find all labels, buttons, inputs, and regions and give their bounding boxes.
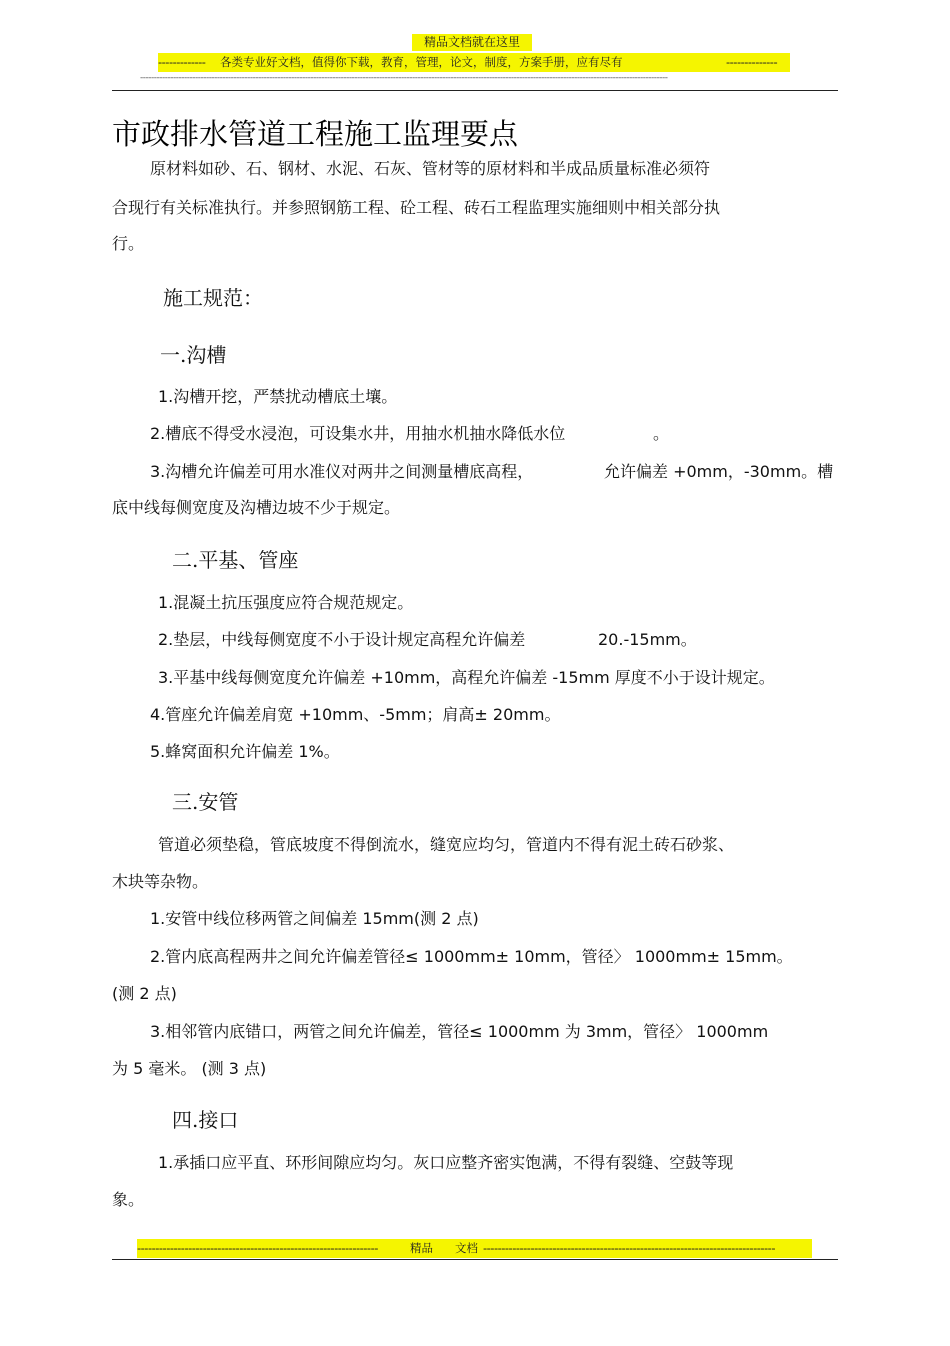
document-title: 市政排水管道工程施工监理要点: [112, 117, 519, 151]
s3-item-3-cont: 为 5 毫米。 (测 3 点): [112, 1059, 267, 1078]
s1-item-3: 3.沟槽允许偏差可用水准仪对两井之间测量槽底高程，: [150, 462, 534, 481]
header-banner: [158, 53, 790, 72]
s2-item-2-value: 20.-15mm。: [598, 630, 697, 649]
s2-item-5: 5.蜂窝面积允许偏差 1%。: [150, 742, 340, 761]
s4-item-1-cont: 象。: [112, 1190, 145, 1209]
footer-dashes-right: --------------------------------------------------------------------------------: [483, 1241, 775, 1255]
section-1-heading: 一.沟槽: [160, 343, 227, 367]
s1-item-2-end: 。: [653, 424, 670, 443]
header-banner-dashes-left: -------------: [158, 55, 206, 69]
footer-dashes-left: ------------------------------------------------------------------: [137, 1241, 378, 1255]
intro-line-1: 原材料如砂、石、钢材、水泥、石灰、管材等的原材料和半成品质量标准必须符: [150, 159, 711, 178]
s1-item-3-tail: 允许偏差 +0mm，-30mm。槽: [604, 462, 834, 481]
section-4-heading: 四.接口: [172, 1108, 239, 1132]
footer-rule: [112, 1259, 838, 1260]
s4-item-1: 1.承插口应平直、环形间隙应均匀。灰口应整齐密实饱满，不得有裂缝、空鼓等现: [158, 1153, 734, 1172]
s3-intro-1: 管道必须垫稳，管底坡度不得倒流水，缝宽应均匀，管道内不得有泥土砖石砂浆、: [158, 835, 735, 854]
section-2-heading: 二.平基、管座: [172, 548, 299, 572]
s3-item-2: 2.管内底高程两井之间允许偏差管径≤ 1000mm± 10mm，管径〉 1000mm± 15mm。: [150, 947, 793, 966]
s2-item-2: 2.垫层，中线每侧宽度不小于设计规定高程允许偏差: [158, 630, 526, 649]
header-banner-text: 各类专业好文档，值得你下载，教育，管理，论文，制度，方案手册，应有尽有: [220, 55, 623, 69]
s3-item-3: 3.相邻管内底错口，两管之间允许偏差，管径≤ 1000mm 为 3mm，管径〉 1000mm: [150, 1022, 769, 1041]
spec-heading: 施工规范：: [163, 286, 263, 310]
s1-item-1: 1.沟槽开挖，严禁扰动槽底土壤。: [158, 387, 398, 406]
header-rule: [112, 90, 838, 91]
header-banner-dashes-right: --------------: [726, 55, 778, 69]
s2-item-4: 4.管座允许偏差肩宽 +10mm、-5mm；肩高± 20mm。: [150, 705, 561, 724]
s1-item-3-cont: 底中线每侧宽度及沟槽边坡不少于规定。: [112, 498, 401, 517]
header-badge: 精品文档就在这里: [412, 34, 532, 51]
s3-intro-2: 木块等杂物。: [112, 872, 209, 891]
footer-banner: [137, 1239, 812, 1258]
header-dash-line: ------------------------------------------------------------------------------------------------------------------------------------------------------------------------------------------------: [140, 73, 668, 83]
section-3-heading: 三.安管: [172, 790, 239, 814]
intro-line-3: 行。: [112, 234, 145, 253]
s2-item-1: 1.混凝土抗压强度应符合规范规定。: [158, 593, 414, 612]
intro-line-2: 合现行有关标准执行。并参照钢筋工程、砼工程、砖石工程监理实施细则中相关部分执: [112, 198, 721, 217]
s3-item-2-cont: (测 2 点): [112, 984, 177, 1003]
footer-text-1: 精品: [410, 1241, 433, 1255]
s3-item-1: 1.安管中线位移两管之间偏差 15mm(测 2 点): [150, 909, 479, 928]
s1-item-2: 2.槽底不得受水浸泡，可设集水井，用抽水机抽水降低水位: [150, 424, 566, 443]
footer-text-2: 文档: [455, 1241, 478, 1255]
s2-item-3: 3.平基中线每侧宽度允许偏差 +10mm，高程允许偏差 -15mm 厚度不小于设计规定。: [158, 668, 775, 687]
